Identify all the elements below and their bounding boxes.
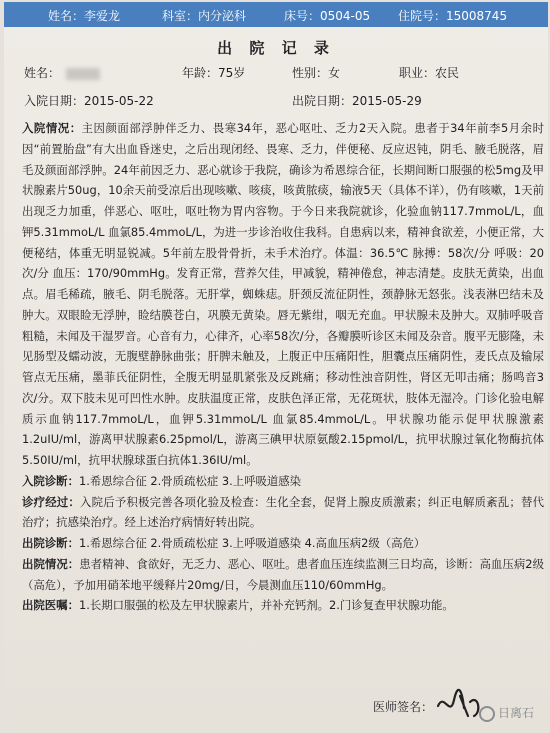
- patient-age: 年龄：75岁: [182, 66, 246, 80]
- admit-dx-label: 入院诊断：: [22, 473, 79, 488]
- discharge-dx-label: 出院诊断：: [22, 536, 79, 550]
- patient-sex: 性别：女: [292, 66, 341, 80]
- discharge-record-sheet: [4, 2, 548, 731]
- discharge-dx-paragraph: [22, 533, 544, 554]
- header-admission-no: 住院号：15008745: [398, 9, 508, 23]
- admit-dx-text: 1.希恩综合征 2.骨质疏松症 3.上呼吸道感染: [78, 473, 302, 488]
- treatment-label: 诊疗经过：: [22, 494, 81, 509]
- watermark-text: 日离石: [497, 706, 534, 720]
- admit-status-label: 入院情况：: [22, 121, 82, 135]
- discharge-date: 出院日期：2015-05-29: [292, 94, 422, 108]
- treatment-text: 入院后予积极完善各项化验及检查：生化全套，促肾上腺皮质激素；纠正电解质紊乱；替代治疗；抗感染治疗。经上述治疗病情好转出院。: [22, 494, 544, 530]
- discharge-dx-text: 1.希恩综合征 2.骨质疏松症 3.上呼吸道感染 4.高血压病2级（高危）: [78, 536, 426, 550]
- patient-name-line: [24, 64, 100, 81]
- patient-occupation: 职业：农民: [399, 66, 460, 80]
- header-name: 姓名：李爱龙: [48, 9, 121, 23]
- patient-header-bar: [4, 2, 548, 27]
- header-department: 科室：内分泌科: [162, 9, 247, 23]
- header-bed: 床号：0504-05: [284, 9, 371, 23]
- admit-dx-paragraph: [22, 471, 544, 492]
- page-title: 出 院 记 录: [217, 39, 335, 57]
- treatment-paragraph: [22, 492, 544, 534]
- discharge-status-label: 出院情况：: [22, 556, 80, 571]
- orders-text: 1.长期口服强的松及左甲状腺素片，并补充钙剂。2.门诊复查甲状腺功能。: [78, 598, 454, 613]
- discharge-status-paragraph: [22, 554, 544, 596]
- record-body: [22, 118, 544, 616]
- patient-name-label: 姓名：: [24, 66, 61, 80]
- admit-status-text: 主因颜面部浮肿伴乏力、畏寒34年，恶心呕吐、乏力2天入院。患者于34年前李5月余时因“前置胎盘”有大出血昏迷史，之后出现闭经、畏寒、乏力，伴便秘、反应迟钝，阴毛、腋毛脱落，眉毛及颜面部浮肿。24年前因乏力、恶心就诊于我院，确诊为希恩综合征，长期间断口服强的松5mg及甲状腺素片50ug，10余天前受凉后出现咳嗽、咳痰，咳黄脓痰，输液5天（具体不详），仍有咳嗽，1天前出现乏力加重，伴恶心、呕吐，呕吐物为胃内容物。于今日来我院就诊，化验血钠117.7mmoL/L，血钾5.31mmoL/L 血氯85.4mmoL/L，为进一步诊治收住我科。自患病以来，精神食欲差，小便正常，大便秘结，体重无明显锐减。5年前左股骨骨折，未手术治疗。体温：36.5℃ 脉搏：58次/分 呼吸：20次/分 血压：170/90mmHg。发育正常，营养欠佳，甲减貌，精神倦怠，神志清楚。皮肤无黄染，出血点。眉毛稀疏，腋毛、阴毛脱落。无肝掌，蜘蛛痣。肝颈反流征阴性，颈静脉无怒张。浅表淋巴结未及肿大。双眼睑无浮肿，睑结膜苍白，巩膜无黄染。唇无紫绀，咽无充血。甲状腺未及肿大。双肺呼吸音粗糙，未闻及干湿罗音。心音有力，心律齐，心率58次/分，各瓣膜听诊区未闻及杂音。腹平无膨隆，未见肠型及蠕动波，无腹壁静脉曲张；肝脾未触及，上腹正中压痛阳性，胆囊点压痛阴性，麦氏点及输尿管点无压痛，墨菲氏征阴性，全腹无明显肌紧张及反跳痛；移动性浊音阴性，肾区无叩击痛；肠鸣音3次/分。双下肢未见可凹性水肿。皮肤温度正常，皮肤色泽正常，无花斑状，肢体无湿冷。门诊化验电解质示血钠117.7mmoL/L，血钾5.31mmoL/L 血氯85.4mmoL/L。甲状腺功能示促甲状腺激素1.2uIU/ml，游离甲状腺素6.25pmol/L，游离三碘甲状原氨酸2.15pmol/L，抗甲状腺过氧化物酶抗体5.50IU/ml，抗甲状腺球蛋白抗体1.36IU/ml。: [22, 121, 544, 467]
- watermark-logo-icon: [479, 706, 495, 722]
- signature-label: 医师签名：: [373, 700, 434, 714]
- orders-paragraph: [22, 595, 544, 616]
- admit-date: 入院日期：2015-05-22: [24, 94, 154, 108]
- watermark: [479, 704, 534, 722]
- admit-status-paragraph: [22, 118, 544, 471]
- discharge-status-text: 患者精神、食欲好，无乏力、恶心、呕吐。患者血压连续监测三日均高，诊断：高血压病2级（高危），予加用硝苯地平缓释片20mg/日，今晨测血压110/60mmHg。: [22, 556, 544, 592]
- orders-label: 出院医嘱：: [22, 598, 79, 613]
- redacted-name: [66, 68, 100, 80]
